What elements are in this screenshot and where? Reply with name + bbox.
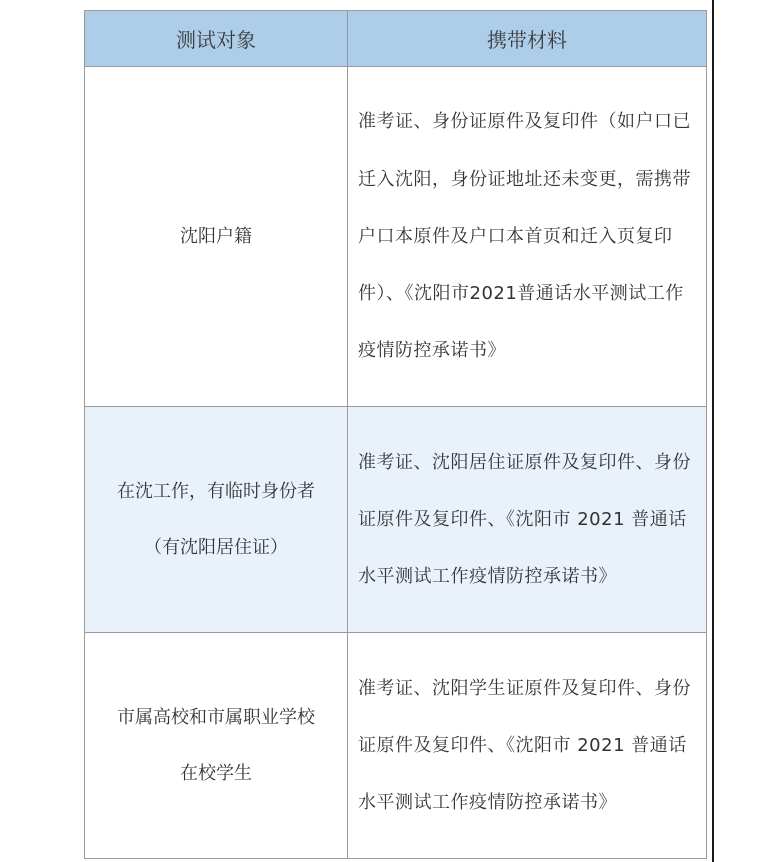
page-right-rule [712,0,714,862]
header-target: 测试对象 [85,11,348,67]
row-target-text: 在沈工作，有临时身份者 [117,480,315,502]
table-row [85,633,707,859]
row-target-cell [85,407,348,633]
table-body [85,67,707,859]
row-target-cell [85,633,348,859]
row-target-text: 在校学生 [180,762,252,784]
row-materials-cell: 准考证、沈阳学生证原件及复印件、身份证原件及复印件、《沈阳市 2021 普通话水平测试工作疫情防控承诺书》 [348,633,707,859]
row-materials-cell: 准考证、沈阳居住证原件及复印件、身份证原件及复印件、《沈阳市 2021 普通话水平测试工作疫情防控承诺书》 [348,407,707,633]
table-header [85,11,707,67]
header-materials: 携带材料 [348,11,707,67]
table-row [85,67,707,407]
row-target-text: （有沈阳居住证） [144,536,288,558]
materials-table [84,10,707,859]
row-target-cell [85,67,348,407]
header-row [85,11,707,67]
row-target-text: 沈阳户籍 [180,225,252,247]
table-row [85,407,707,633]
row-target-text: 市属高校和市属职业学校 [117,706,315,728]
row-materials-cell: 准考证、身份证原件及复印件（如户口已迁入沈阳，身份证地址还未变更，需携带户口本原件及户口本首页和迁入页复印件）、《沈阳市2021普通话水平测试工作疫情防控承诺书》 [348,67,707,407]
